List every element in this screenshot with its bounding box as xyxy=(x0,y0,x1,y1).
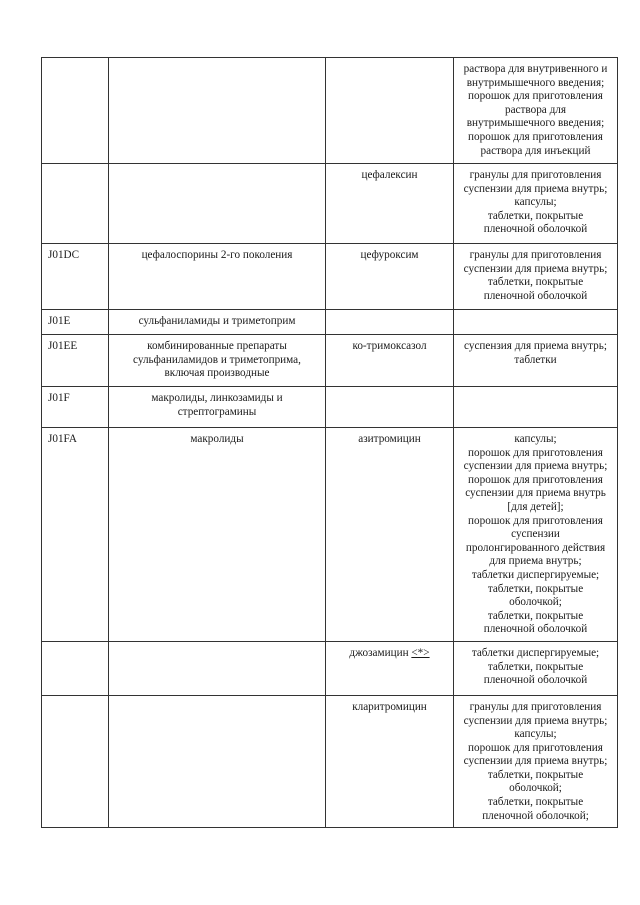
form-line: пленочной оболочкой xyxy=(483,674,588,687)
atc-code-cell: J01F xyxy=(42,387,109,428)
form-line: внутримышечного введения; xyxy=(466,76,605,89)
drug-name: цефуроксим xyxy=(360,249,419,261)
form-line: таблетки, покрытые xyxy=(487,276,584,289)
group-cell xyxy=(109,244,326,310)
form-line: таблетки, покрытые xyxy=(487,796,584,809)
form-line: суспензии для приема внутрь xyxy=(465,487,606,500)
form-line: раствора для внутривенного и xyxy=(463,63,608,75)
table-row xyxy=(42,244,618,310)
group-cell xyxy=(109,641,326,695)
atc-code-cell: J01E xyxy=(42,310,109,335)
form-line: порошок для приготовления xyxy=(468,473,603,486)
drug-name: ко-тримоксазол xyxy=(352,340,427,352)
form-line: [для детей]; xyxy=(507,500,564,513)
dosage-form-cell xyxy=(454,58,618,164)
form-line: гранулы для приготовления xyxy=(469,249,602,261)
form-line: суспензии для приема внутрь; xyxy=(463,460,608,473)
atc-code-cell: J01FA xyxy=(42,428,109,642)
drug-cell xyxy=(326,244,454,310)
form-line: суспензии для приема внутрь; xyxy=(463,262,608,275)
group-cell xyxy=(109,58,326,164)
table-row xyxy=(42,641,618,695)
form-line: таблетки, покрытые xyxy=(487,609,584,622)
drug-cell xyxy=(326,335,454,387)
form-line: внутримышечного введения; xyxy=(466,117,605,130)
form-line: порошок для приготовления xyxy=(468,741,603,754)
form-line: порошок для приготовления xyxy=(468,446,603,459)
form-line: оболочкой; xyxy=(509,782,562,795)
form-line: гранулы для приготовления xyxy=(469,169,602,181)
form-line: пленочной оболочкой xyxy=(483,223,588,236)
form-line: гранулы для приготовления xyxy=(469,700,602,713)
table-body xyxy=(42,58,618,828)
atc-code-cell xyxy=(42,58,109,164)
form-line: капсулы; xyxy=(514,433,557,445)
dosage-form-cell xyxy=(454,387,618,428)
table-row xyxy=(42,387,618,428)
table-row xyxy=(42,335,618,387)
dosage-form-cell xyxy=(454,641,618,695)
dosage-form-cell xyxy=(454,428,618,642)
atc-code-cell: J01EE xyxy=(42,335,109,387)
drug-cell xyxy=(326,387,454,428)
form-line: порошок для приготовления xyxy=(468,514,603,527)
drug-cell xyxy=(326,310,454,335)
group-line: макролиды xyxy=(190,433,244,445)
drug-name: азитромицин xyxy=(358,433,421,445)
drug-name: цефалексин xyxy=(361,169,418,181)
dosage-form-cell xyxy=(454,695,618,827)
group-line: комбинированные препараты xyxy=(147,340,287,352)
form-line: суспензии для приема внутрь; xyxy=(463,714,608,727)
form-line: капсулы; xyxy=(514,196,557,209)
drug-name: кларитромицин xyxy=(352,700,427,713)
table-row xyxy=(42,58,618,164)
form-line: таблетки xyxy=(514,353,557,366)
dosage-form-cell xyxy=(454,335,618,387)
form-line: таблетки, покрытые xyxy=(487,209,584,222)
form-line: порошок для приготовления xyxy=(468,90,603,103)
drug-name: джозамицин xyxy=(349,646,409,659)
form-line: таблетки, покрытые xyxy=(487,582,584,595)
table-row xyxy=(42,695,618,827)
form-line: для приема внутрь; xyxy=(489,555,582,568)
dosage-form-cell xyxy=(454,164,618,244)
group-cell xyxy=(109,695,326,827)
group-line: стрептограмины xyxy=(177,405,257,418)
group-cell xyxy=(109,335,326,387)
form-line: пленочной оболочкой; xyxy=(482,809,589,822)
group-line: цефалоспорины 2-го поколения xyxy=(141,249,293,261)
form-line: суспензии для приема внутрь; xyxy=(463,182,608,195)
form-line: таблетки, покрытые xyxy=(487,768,584,781)
group-cell xyxy=(109,164,326,244)
atc-code-cell: J01DC xyxy=(42,244,109,310)
group-line: сульфаниламиды и триметоприм xyxy=(138,315,296,327)
form-line: раствора для инъекций xyxy=(480,144,591,157)
group-cell xyxy=(109,387,326,428)
drug-cell xyxy=(326,695,454,827)
form-line: суспензия для приема внутрь; xyxy=(464,340,607,352)
atc-code-cell xyxy=(42,164,109,244)
drug-cell xyxy=(326,428,454,642)
form-line: пленочной оболочкой xyxy=(483,623,588,636)
form-line: оболочкой; xyxy=(509,596,562,609)
group-cell xyxy=(109,428,326,642)
form-line: раствора для xyxy=(505,103,566,116)
form-line: порошок для приготовления xyxy=(468,130,603,143)
group-line: макролиды, линкозамиды и xyxy=(151,392,283,404)
form-line: пролонгированного действия xyxy=(465,541,606,554)
dosage-form-cell xyxy=(454,310,618,335)
group-line: включая производные xyxy=(164,367,270,380)
table-row xyxy=(42,310,618,335)
form-line: таблетки, покрытые xyxy=(487,660,584,673)
form-line: пленочной оболочкой xyxy=(483,289,588,302)
form-line: таблетки диспергируемые; xyxy=(471,646,600,659)
table-row xyxy=(42,164,618,244)
drug-cell xyxy=(326,58,454,164)
form-line: суспензии xyxy=(511,528,560,541)
atc-code-cell xyxy=(42,695,109,827)
footnote-link[interactable]: <*> xyxy=(411,646,430,659)
group-line: сульфаниламидов и триметоприма, xyxy=(133,353,301,366)
form-line: суспензии для приема внутрь; xyxy=(463,755,608,768)
table-row xyxy=(42,428,618,642)
drug-cell xyxy=(326,641,454,695)
drug-cell xyxy=(326,164,454,244)
form-line: капсулы; xyxy=(514,728,557,741)
atc-code-cell xyxy=(42,641,109,695)
drug-list-table xyxy=(41,57,618,828)
group-cell xyxy=(109,310,326,335)
form-line: таблетки диспергируемые; xyxy=(471,568,600,581)
dosage-form-cell xyxy=(454,244,618,310)
